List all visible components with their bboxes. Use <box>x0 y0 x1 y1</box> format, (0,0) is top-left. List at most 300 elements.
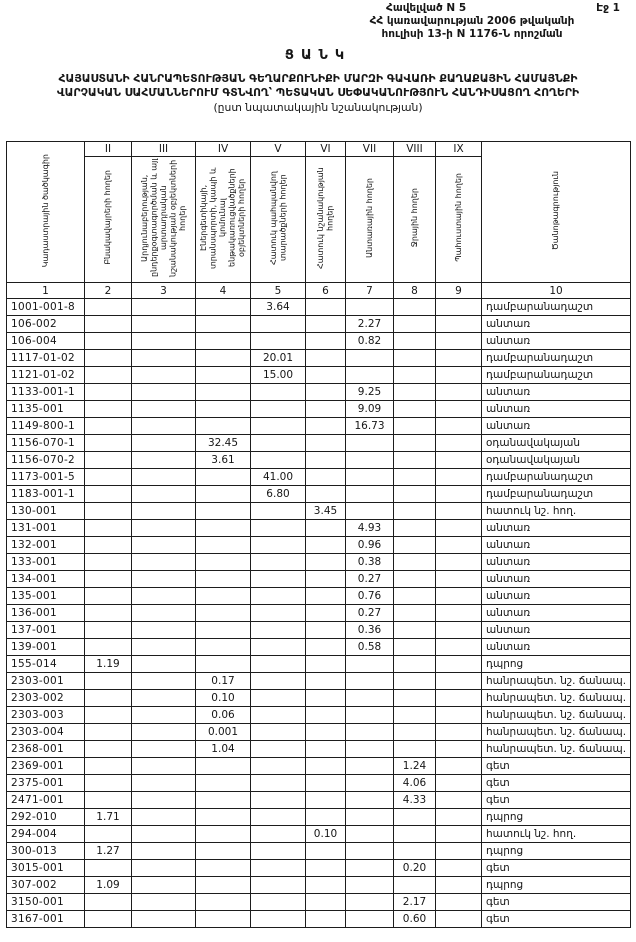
area-value-cell <box>436 860 482 877</box>
area-value-cell <box>436 537 482 554</box>
area-value-cell <box>85 350 132 367</box>
table-row <box>7 673 631 690</box>
decree-line-2: հուլիսի 13-ի N 1176-Ն որոշման <box>381 27 563 40</box>
note-cell: հատուկ նշ. հող. <box>482 826 631 843</box>
area-value-cell <box>346 741 394 758</box>
area-value-cell <box>132 656 196 673</box>
area-value-cell <box>306 384 346 401</box>
area-value-cell <box>346 486 394 503</box>
note-cell: դպրոց <box>482 877 631 894</box>
note-cell: գետ <box>482 775 631 792</box>
area-value-cell <box>394 656 436 673</box>
area-value-cell <box>306 690 346 707</box>
area-value-cell <box>306 350 346 367</box>
area-value-cell <box>436 486 482 503</box>
area-value-cell <box>85 537 132 554</box>
header-note-label: Ծանոթագրություն <box>551 170 561 251</box>
area-value-cell: 0.27 <box>346 605 394 622</box>
area-value-cell <box>85 605 132 622</box>
column-number: 1 <box>7 283 85 299</box>
area-value-cell <box>436 894 482 911</box>
cadastral-code-cell: 2368-001 <box>7 741 85 758</box>
roman-numeral-IX: IX <box>436 142 482 157</box>
area-value-cell: 6.80 <box>251 486 306 503</box>
area-value-cell <box>132 333 196 350</box>
document-subtitle-line3: (ըստ նպատակային նշանակության) <box>213 101 423 114</box>
column-number: 3 <box>132 283 196 299</box>
area-value-cell <box>251 826 306 843</box>
area-value-cell <box>85 401 132 418</box>
header-note <box>482 142 631 283</box>
area-value-cell <box>85 571 132 588</box>
area-value-cell <box>394 639 436 656</box>
area-value-cell <box>132 707 196 724</box>
note-cell: անտառ <box>482 605 631 622</box>
note-cell: դպրոց <box>482 809 631 826</box>
area-value-cell: 0.60 <box>394 911 436 928</box>
area-value-cell <box>306 401 346 418</box>
area-value-cell <box>306 469 346 486</box>
table-row <box>7 639 631 656</box>
area-value-cell: 3.61 <box>196 452 251 469</box>
area-value-cell <box>346 435 394 452</box>
area-value-cell <box>394 350 436 367</box>
cadastral-code-cell: 134-001 <box>7 571 85 588</box>
area-value-cell <box>436 520 482 537</box>
column-number-row <box>7 283 631 299</box>
area-value-cell <box>196 605 251 622</box>
cadastral-code-cell: 300-013 <box>7 843 85 860</box>
cadastral-code-cell: 2471-001 <box>7 792 85 809</box>
table-row <box>7 656 631 673</box>
area-value-cell <box>251 571 306 588</box>
area-value-cell <box>132 537 196 554</box>
area-value-cell: 4.33 <box>394 792 436 809</box>
area-value-cell <box>306 367 346 384</box>
note-cell: դամբարանադաշտ <box>482 486 631 503</box>
column-number: 9 <box>436 283 482 299</box>
area-value-cell: 9.09 <box>346 401 394 418</box>
area-value-cell <box>306 571 346 588</box>
cadastral-code-cell: 2303-002 <box>7 690 85 707</box>
area-value-cell <box>85 503 132 520</box>
table-row <box>7 401 631 418</box>
table-row <box>7 452 631 469</box>
cadastral-code-cell: 1135-001 <box>7 401 85 418</box>
note-cell: անտառ <box>482 316 631 333</box>
area-value-cell <box>436 911 482 928</box>
area-value-cell: 0.10 <box>306 826 346 843</box>
note-cell: դամբարանադաշտ <box>482 367 631 384</box>
area-value-cell <box>85 554 132 571</box>
area-value-cell <box>251 690 306 707</box>
area-value-cell <box>306 707 346 724</box>
note-cell: անտառ <box>482 333 631 350</box>
area-value-cell <box>394 741 436 758</box>
area-value-cell <box>394 809 436 826</box>
area-value-cell <box>394 554 436 571</box>
cadastral-code-cell: 2303-003 <box>7 707 85 724</box>
area-value-cell <box>394 673 436 690</box>
area-value-cell <box>85 792 132 809</box>
table-row <box>7 707 631 724</box>
area-value-cell <box>85 486 132 503</box>
area-value-cell <box>196 588 251 605</box>
area-value-cell <box>196 503 251 520</box>
cadastral-code-cell: 137-001 <box>7 622 85 639</box>
area-value-cell <box>251 537 306 554</box>
area-value-cell <box>394 826 436 843</box>
column-number: 5 <box>251 283 306 299</box>
area-value-cell: 1.71 <box>85 809 132 826</box>
area-value-cell <box>346 724 394 741</box>
area-value-cell <box>346 299 394 316</box>
cadastral-code-cell: 136-001 <box>7 605 85 622</box>
area-value-cell <box>394 418 436 435</box>
area-value-cell <box>85 384 132 401</box>
note-cell: դամբարանադաշտ <box>482 350 631 367</box>
area-value-cell <box>306 724 346 741</box>
area-value-cell <box>346 911 394 928</box>
area-value-cell <box>132 469 196 486</box>
table-row <box>7 775 631 792</box>
cadastral-code-cell: 132-001 <box>7 537 85 554</box>
table-row <box>7 860 631 877</box>
area-value-cell <box>132 911 196 928</box>
area-value-cell <box>306 537 346 554</box>
area-value-cell <box>436 622 482 639</box>
area-value-cell <box>436 843 482 860</box>
area-value-cell <box>85 316 132 333</box>
area-value-cell <box>196 877 251 894</box>
area-value-cell <box>196 486 251 503</box>
area-value-cell <box>436 554 482 571</box>
area-value-cell: 2.27 <box>346 316 394 333</box>
cadastral-code-cell: 135-001 <box>7 588 85 605</box>
area-value-cell <box>251 792 306 809</box>
area-value-cell <box>196 809 251 826</box>
cadastral-code-cell: 292-010 <box>7 809 85 826</box>
area-value-cell <box>196 622 251 639</box>
area-value-cell <box>85 894 132 911</box>
area-value-cell <box>132 741 196 758</box>
area-value-cell <box>394 299 436 316</box>
area-value-cell <box>132 384 196 401</box>
area-value-cell <box>394 537 436 554</box>
area-value-cell <box>251 605 306 622</box>
area-value-cell <box>251 656 306 673</box>
area-value-cell <box>132 877 196 894</box>
table-row <box>7 843 631 860</box>
area-value-cell <box>132 401 196 418</box>
table-row <box>7 418 631 435</box>
area-value-cell: 1.04 <box>196 741 251 758</box>
area-value-cell <box>132 690 196 707</box>
area-value-cell <box>306 605 346 622</box>
area-value-cell <box>394 384 436 401</box>
area-value-cell <box>251 911 306 928</box>
note-cell: հանրապետ. նշ. ճանապ. <box>482 690 631 707</box>
column-number: 10 <box>482 283 631 299</box>
area-value-cell <box>132 639 196 656</box>
area-value-cell <box>196 554 251 571</box>
area-value-cell <box>394 367 436 384</box>
cadastral-code-cell: 2375-001 <box>7 775 85 792</box>
area-value-cell <box>85 775 132 792</box>
note-cell: գետ <box>482 758 631 775</box>
note-cell: դպրոց <box>482 843 631 860</box>
area-value-cell <box>436 316 482 333</box>
area-value-cell <box>85 673 132 690</box>
area-value-cell <box>85 741 132 758</box>
area-value-cell <box>394 452 436 469</box>
area-value-cell <box>196 843 251 860</box>
area-value-cell <box>436 673 482 690</box>
area-value-cell <box>394 622 436 639</box>
cadastral-code-cell: 1001-001-8 <box>7 299 85 316</box>
area-value-cell <box>132 809 196 826</box>
area-value-cell <box>251 775 306 792</box>
area-value-cell <box>436 656 482 673</box>
cadastral-code-cell: 294-004 <box>7 826 85 843</box>
area-value-cell: 0.001 <box>196 724 251 741</box>
area-value-cell <box>394 316 436 333</box>
cadastral-code-cell: 1156-070-1 <box>7 435 85 452</box>
area-value-cell <box>132 724 196 741</box>
area-value-cell <box>196 758 251 775</box>
area-value-cell <box>306 741 346 758</box>
area-value-cell <box>196 350 251 367</box>
area-value-cell <box>346 367 394 384</box>
area-value-cell <box>132 418 196 435</box>
area-value-cell: 1.27 <box>85 843 132 860</box>
area-value-cell <box>394 333 436 350</box>
header-settlement-lands: Բնակավայրերի հողեր <box>85 157 132 283</box>
area-value-cell <box>436 639 482 656</box>
area-value-cell <box>436 452 482 469</box>
area-value-cell <box>196 826 251 843</box>
area-value-cell: 0.10 <box>196 690 251 707</box>
area-value-cell: 3.64 <box>251 299 306 316</box>
note-cell: անտառ <box>482 639 631 656</box>
area-value-cell <box>394 435 436 452</box>
area-value-cell <box>251 673 306 690</box>
area-value-cell <box>306 418 346 435</box>
cadastral-code-cell: 106-002 <box>7 316 85 333</box>
table-row <box>7 588 631 605</box>
header-infrastructure-lands: Էներգետիկայի, տրանսպորտի, կապի և կոմունալ ենթակառուցվածքների օբյեկտների հողեր <box>196 157 251 283</box>
area-value-cell <box>306 843 346 860</box>
area-value-cell <box>306 775 346 792</box>
area-value-cell <box>346 690 394 707</box>
area-value-cell <box>251 877 306 894</box>
area-value-cell: 41.00 <box>251 469 306 486</box>
area-value-cell <box>394 877 436 894</box>
area-value-cell <box>132 486 196 503</box>
cadastral-code-cell: 2369-001 <box>7 758 85 775</box>
area-value-cell: 0.82 <box>346 333 394 350</box>
area-value-cell <box>132 571 196 588</box>
area-value-cell <box>251 758 306 775</box>
area-value-cell <box>346 894 394 911</box>
area-value-cell <box>306 435 346 452</box>
table-row <box>7 741 631 758</box>
cadastral-code-cell: 3167-001 <box>7 911 85 928</box>
area-value-cell: 0.58 <box>346 639 394 656</box>
area-value-cell <box>346 707 394 724</box>
area-value-cell <box>306 316 346 333</box>
area-value-cell <box>436 588 482 605</box>
area-value-cell <box>132 554 196 571</box>
area-value-cell: 9.25 <box>346 384 394 401</box>
note-cell: հանրապետ. նշ. ճանապ. <box>482 724 631 741</box>
area-value-cell <box>346 877 394 894</box>
header-water-lands: Ջրային հողեր <box>394 157 436 283</box>
cadastral-code-cell: 3015-001 <box>7 860 85 877</box>
area-value-cell <box>251 384 306 401</box>
area-value-cell <box>251 452 306 469</box>
area-value-cell <box>346 350 394 367</box>
area-value-cell <box>85 639 132 656</box>
area-value-cell <box>132 316 196 333</box>
area-value-cell <box>196 469 251 486</box>
cadastral-code-cell: 307-002 <box>7 877 85 894</box>
appendix-line <box>322 2 622 15</box>
table-row <box>7 333 631 350</box>
area-value-cell: 20.01 <box>251 350 306 367</box>
roman-numeral-VII: VII <box>346 142 394 157</box>
area-value-cell <box>251 894 306 911</box>
note-cell: օդանավակայան <box>482 452 631 469</box>
area-value-cell: 4.93 <box>346 520 394 537</box>
roman-numeral-V: V <box>251 142 306 157</box>
area-value-cell <box>394 469 436 486</box>
area-value-cell <box>346 826 394 843</box>
area-value-cell <box>132 843 196 860</box>
cadastral-code-cell: 1133-001-1 <box>7 384 85 401</box>
area-value-cell <box>306 486 346 503</box>
area-value-cell <box>346 860 394 877</box>
roman-numeral-IV: IV <box>196 142 251 157</box>
area-value-cell <box>251 401 306 418</box>
area-value-cell <box>251 435 306 452</box>
area-value-cell <box>306 911 346 928</box>
cadastral-code-cell: 1121-01-02 <box>7 367 85 384</box>
decree-line-1: ՀՀ կառավարության 2006 թվականի <box>369 15 575 27</box>
cadastral-code-cell: 1149-800-1 <box>7 418 85 435</box>
area-value-cell <box>394 690 436 707</box>
area-value-cell <box>306 894 346 911</box>
area-value-cell <box>306 758 346 775</box>
table-row <box>7 622 631 639</box>
area-value-cell <box>132 792 196 809</box>
area-value-cell: 0.20 <box>394 860 436 877</box>
area-value-cell <box>132 367 196 384</box>
table-row <box>7 350 631 367</box>
area-value-cell <box>306 809 346 826</box>
area-value-cell <box>85 588 132 605</box>
area-value-cell <box>436 503 482 520</box>
area-value-cell <box>85 367 132 384</box>
area-value-cell <box>436 299 482 316</box>
table-row <box>7 877 631 894</box>
note-cell: հանրապետ. նշ. ճանապ. <box>482 741 631 758</box>
area-value-cell <box>436 333 482 350</box>
title-block <box>0 48 636 115</box>
cadastral-code-cell: 155-014 <box>7 656 85 673</box>
area-value-cell <box>251 809 306 826</box>
header-protected-lands: Հատուկ պահպանվող տարածքների հողեր <box>251 157 306 283</box>
area-value-cell <box>306 554 346 571</box>
cadastral-code-cell: 139-001 <box>7 639 85 656</box>
table-row <box>7 571 631 588</box>
area-value-cell <box>346 843 394 860</box>
area-value-cell <box>436 367 482 384</box>
area-value-cell: 15.00 <box>251 367 306 384</box>
table-row <box>7 316 631 333</box>
area-value-cell <box>85 860 132 877</box>
area-value-cell <box>251 520 306 537</box>
area-value-cell <box>196 333 251 350</box>
header-cadastral-code <box>7 142 85 283</box>
table-row <box>7 384 631 401</box>
area-value-cell <box>436 792 482 809</box>
cadastral-code-cell: 1173-001-5 <box>7 469 85 486</box>
note-cell: օդանավակայան <box>482 435 631 452</box>
area-value-cell <box>132 588 196 605</box>
area-value-cell: 1.09 <box>85 877 132 894</box>
note-cell: անտառ <box>482 554 631 571</box>
area-value-cell <box>306 656 346 673</box>
area-value-cell <box>436 469 482 486</box>
area-value-cell <box>85 452 132 469</box>
area-value-cell <box>196 860 251 877</box>
area-value-cell <box>196 894 251 911</box>
area-value-cell: 0.27 <box>346 571 394 588</box>
area-value-cell <box>436 809 482 826</box>
area-value-cell <box>251 588 306 605</box>
area-value-cell <box>251 418 306 435</box>
area-value-cell <box>436 707 482 724</box>
area-value-cell <box>251 707 306 724</box>
cadastral-code-cell: 130-001 <box>7 503 85 520</box>
note-cell: գետ <box>482 792 631 809</box>
area-value-cell <box>196 418 251 435</box>
column-number: 6 <box>306 283 346 299</box>
note-cell: հանրապետ. նշ. ճանապ. <box>482 707 631 724</box>
area-value-cell <box>346 792 394 809</box>
note-cell: անտառ <box>482 571 631 588</box>
area-value-cell <box>436 741 482 758</box>
note-cell: անտառ <box>482 401 631 418</box>
area-value-cell <box>306 588 346 605</box>
area-value-cell: 1.24 <box>394 758 436 775</box>
table-row <box>7 809 631 826</box>
header-cadastral-code-label: Կադաստրային ծածկագիր <box>40 153 50 268</box>
area-value-cell <box>251 333 306 350</box>
cadastral-code-cell: 1156-070-2 <box>7 452 85 469</box>
area-value-cell <box>436 571 482 588</box>
header-forest-lands: Անտառային հողեր <box>346 157 394 283</box>
note-cell: անտառ <box>482 622 631 639</box>
area-value-cell <box>196 384 251 401</box>
land-parcels-table <box>6 141 631 928</box>
note-cell: հատուկ նշ. հող. <box>482 503 631 520</box>
note-cell: գետ <box>482 894 631 911</box>
document-subtitle-line1: ՀԱՅԱՍՏԱՆԻ ՀԱՆՐԱՊԵՏՈՒԹՅԱՆ ԳԵՂԱՐՔՈՒՆԻՔԻ ՄԱՐԶԻ ԳԱՎԱՌԻ ՔԱՂԱՔԱՅԻՆ ՀԱՄԱՅՆՔԻ <box>58 72 578 85</box>
page-number-label: Էջ 1 <box>596 2 620 14</box>
area-value-cell: 3.45 <box>306 503 346 520</box>
